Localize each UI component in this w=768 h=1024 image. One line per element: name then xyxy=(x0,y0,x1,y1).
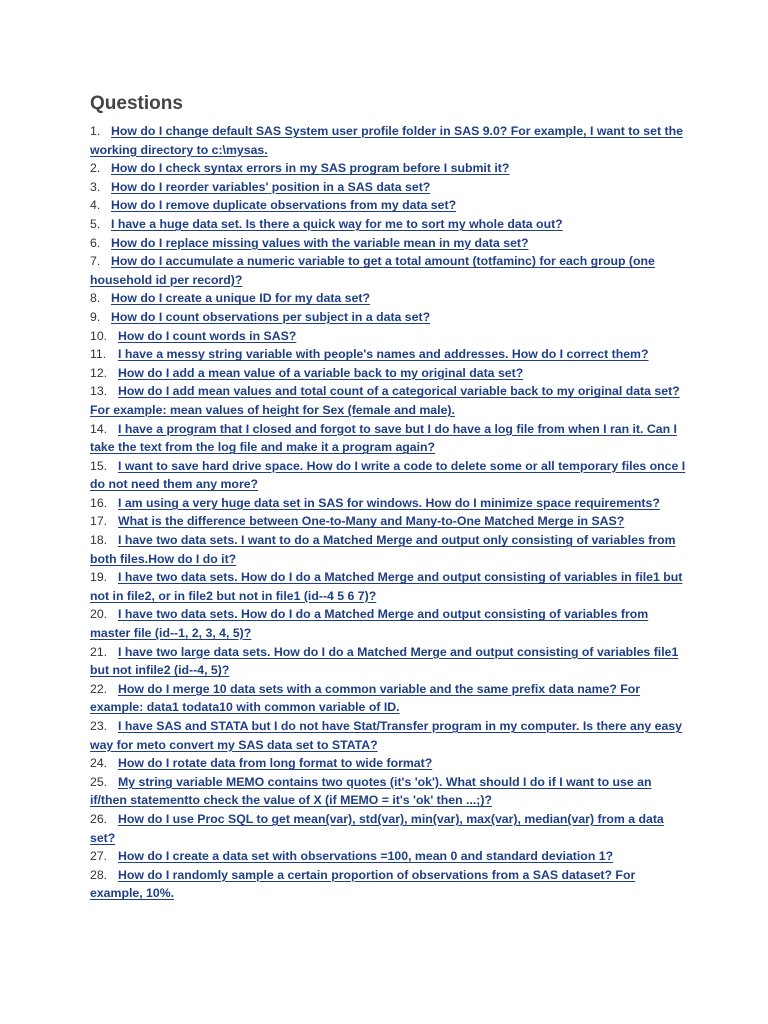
question-link[interactable]: How do I use Proc SQL to get mean(var), std(var), min(var), max(var), median(var) from a data set? xyxy=(90,811,664,845)
question-number: 9. xyxy=(90,309,101,324)
question-link[interactable]: I have two data sets. How do I do a Matched Merge and output consisting of variables from master file (id--1, 2, 3, 4, 5)? xyxy=(90,607,649,641)
question-link[interactable]: How do I count observations per subject in a data set? xyxy=(111,309,431,324)
question-item xyxy=(90,122,690,159)
question-number: 6. xyxy=(90,235,101,250)
question-number: 25. xyxy=(90,774,108,789)
question-link[interactable]: How do I create a unique ID for my data set? xyxy=(111,291,370,306)
question-link[interactable]: I have a messy string variable with people's names and addresses. How do I correct them? xyxy=(118,347,649,362)
question-number: 22. xyxy=(90,681,108,696)
question-item xyxy=(90,308,690,327)
question-number: 21. xyxy=(90,644,108,659)
question-number: 26. xyxy=(90,811,108,826)
question-number: 8. xyxy=(90,291,101,306)
question-link[interactable]: I have a huge data set. Is there a quick way for me to sort my whole data out? xyxy=(111,216,563,231)
question-item xyxy=(90,289,690,308)
question-link[interactable]: How do I create a data set with observations =100, mean 0 and standard deviation 1? xyxy=(118,849,614,864)
question-number: 10. xyxy=(90,328,108,343)
question-number: 24. xyxy=(90,756,108,771)
question-number: 2. xyxy=(90,161,101,176)
question-item xyxy=(90,215,690,234)
question-link[interactable]: I have two large data sets. How do I do a Matched Merge and output consisting of variables file1 but not infile2 (id--4, 5)? xyxy=(90,644,679,678)
question-number: 15. xyxy=(90,458,108,473)
question-item xyxy=(90,178,690,197)
question-item xyxy=(90,196,690,215)
question-number: 16. xyxy=(90,495,108,510)
question-link[interactable]: I have two data sets. I want to do a Matched Merge and output only consisting of variables from both files.How do I do it? xyxy=(90,533,676,566)
question-item xyxy=(90,680,690,717)
question-item xyxy=(90,234,690,253)
question-number: 27. xyxy=(90,849,108,864)
question-link[interactable]: How do I accumulate a numeric variable to get a total amount (totfaminc) for each group (one household id per record)? xyxy=(90,254,655,287)
question-link[interactable]: How do I merge 10 data sets with a common variable and the same prefix data name? For example: data1 todata10 with common variable of ID. xyxy=(90,681,641,715)
question-item xyxy=(90,531,690,568)
question-item xyxy=(90,364,690,383)
question-link[interactable]: I am using a very huge data set in SAS for windows. How do I minimize space requirements? xyxy=(118,495,660,510)
question-link[interactable]: How do I replace missing values with the variable mean in my data set? xyxy=(111,235,529,250)
questions-list xyxy=(90,122,690,903)
question-number: 23. xyxy=(90,719,108,733)
question-link[interactable]: I have two data sets. How do I do a Matched Merge and output consisting of variables in file1 but not in file2, or in file2 but not in file1 (id--4 5 6 7)? xyxy=(90,570,683,603)
question-number: 18. xyxy=(90,533,108,548)
question-item xyxy=(90,810,690,847)
question-link[interactable]: How do I change default SAS System user profile folder in SAS 9.0? For example, I want to set the working directory to c:\mysas. xyxy=(90,124,683,157)
question-item xyxy=(90,252,690,289)
question-number: 3. xyxy=(90,179,101,194)
question-number: 7. xyxy=(90,254,101,269)
question-number: 20. xyxy=(90,607,108,622)
question-item xyxy=(90,159,690,178)
question-link[interactable]: How do I rotate data from long format to wide format? xyxy=(118,756,433,771)
question-link[interactable]: How do I reorder variables' position in a SAS data set? xyxy=(111,179,431,194)
document-content xyxy=(90,92,690,903)
page-title: Questions xyxy=(90,93,183,114)
question-item xyxy=(90,643,690,680)
question-number: 14. xyxy=(90,421,108,436)
question-link[interactable]: How do I remove duplicate observations from my data set? xyxy=(111,198,457,213)
question-item xyxy=(90,382,690,419)
question-item xyxy=(90,327,690,346)
question-item xyxy=(90,457,690,494)
question-item xyxy=(90,754,690,773)
question-number: 5. xyxy=(90,216,101,231)
question-link[interactable]: What is the difference between One-to-Many and Many-to-One Matched Merge in SAS? xyxy=(118,514,625,529)
question-number: 13. xyxy=(90,384,108,399)
question-link[interactable]: How do I count words in SAS? xyxy=(118,328,297,343)
question-item xyxy=(90,345,690,364)
question-link[interactable]: How do I randomly sample a certain proportion of observations from a SAS dataset? For example, 10%. xyxy=(90,867,636,901)
question-number: 11. xyxy=(90,347,107,362)
question-link[interactable]: I have a program that I closed and forgot to save but I do have a log file from when I ran it. Can I take the text from the log file and make it a program again? xyxy=(90,421,677,455)
question-item xyxy=(90,717,690,754)
question-number: 17. xyxy=(90,514,108,529)
question-number: 28. xyxy=(90,867,108,882)
question-link[interactable]: How do I check syntax errors in my SAS program before I submit it? xyxy=(111,161,510,176)
question-link[interactable]: My string variable MEMO contains two quotes (it's 'ok'). What should I do if I want to use an if/then statementto check the value of X (if MEMO = it's 'ok' then ...;)? xyxy=(90,774,652,808)
question-number: 12. xyxy=(90,365,108,380)
question-number: 19. xyxy=(90,570,108,585)
question-number: 4. xyxy=(90,198,101,213)
question-link[interactable]: How do I add a mean value of a variable back to my original data set? xyxy=(118,365,524,380)
question-link[interactable]: I have SAS and STATA but I do not have Stat/Transfer program in my computer. Is there any easy way for meto convert my SAS data set to STATA? xyxy=(90,719,682,752)
question-number: 1. xyxy=(90,124,101,138)
question-link[interactable]: I want to save hard drive space. How do I write a code to delete some or all temporary files once I do not need them any more? xyxy=(90,458,686,492)
question-item xyxy=(90,847,690,866)
question-item xyxy=(90,605,690,642)
question-item xyxy=(90,494,690,513)
question-link[interactable]: How do I add mean values and total count of a categorical variable back to my original data set? For example: mean values of height for Sex (female and male). xyxy=(90,384,680,417)
question-item xyxy=(90,866,690,903)
question-item xyxy=(90,773,690,810)
question-item xyxy=(90,568,690,605)
question-item xyxy=(90,420,690,457)
question-item xyxy=(90,512,690,531)
